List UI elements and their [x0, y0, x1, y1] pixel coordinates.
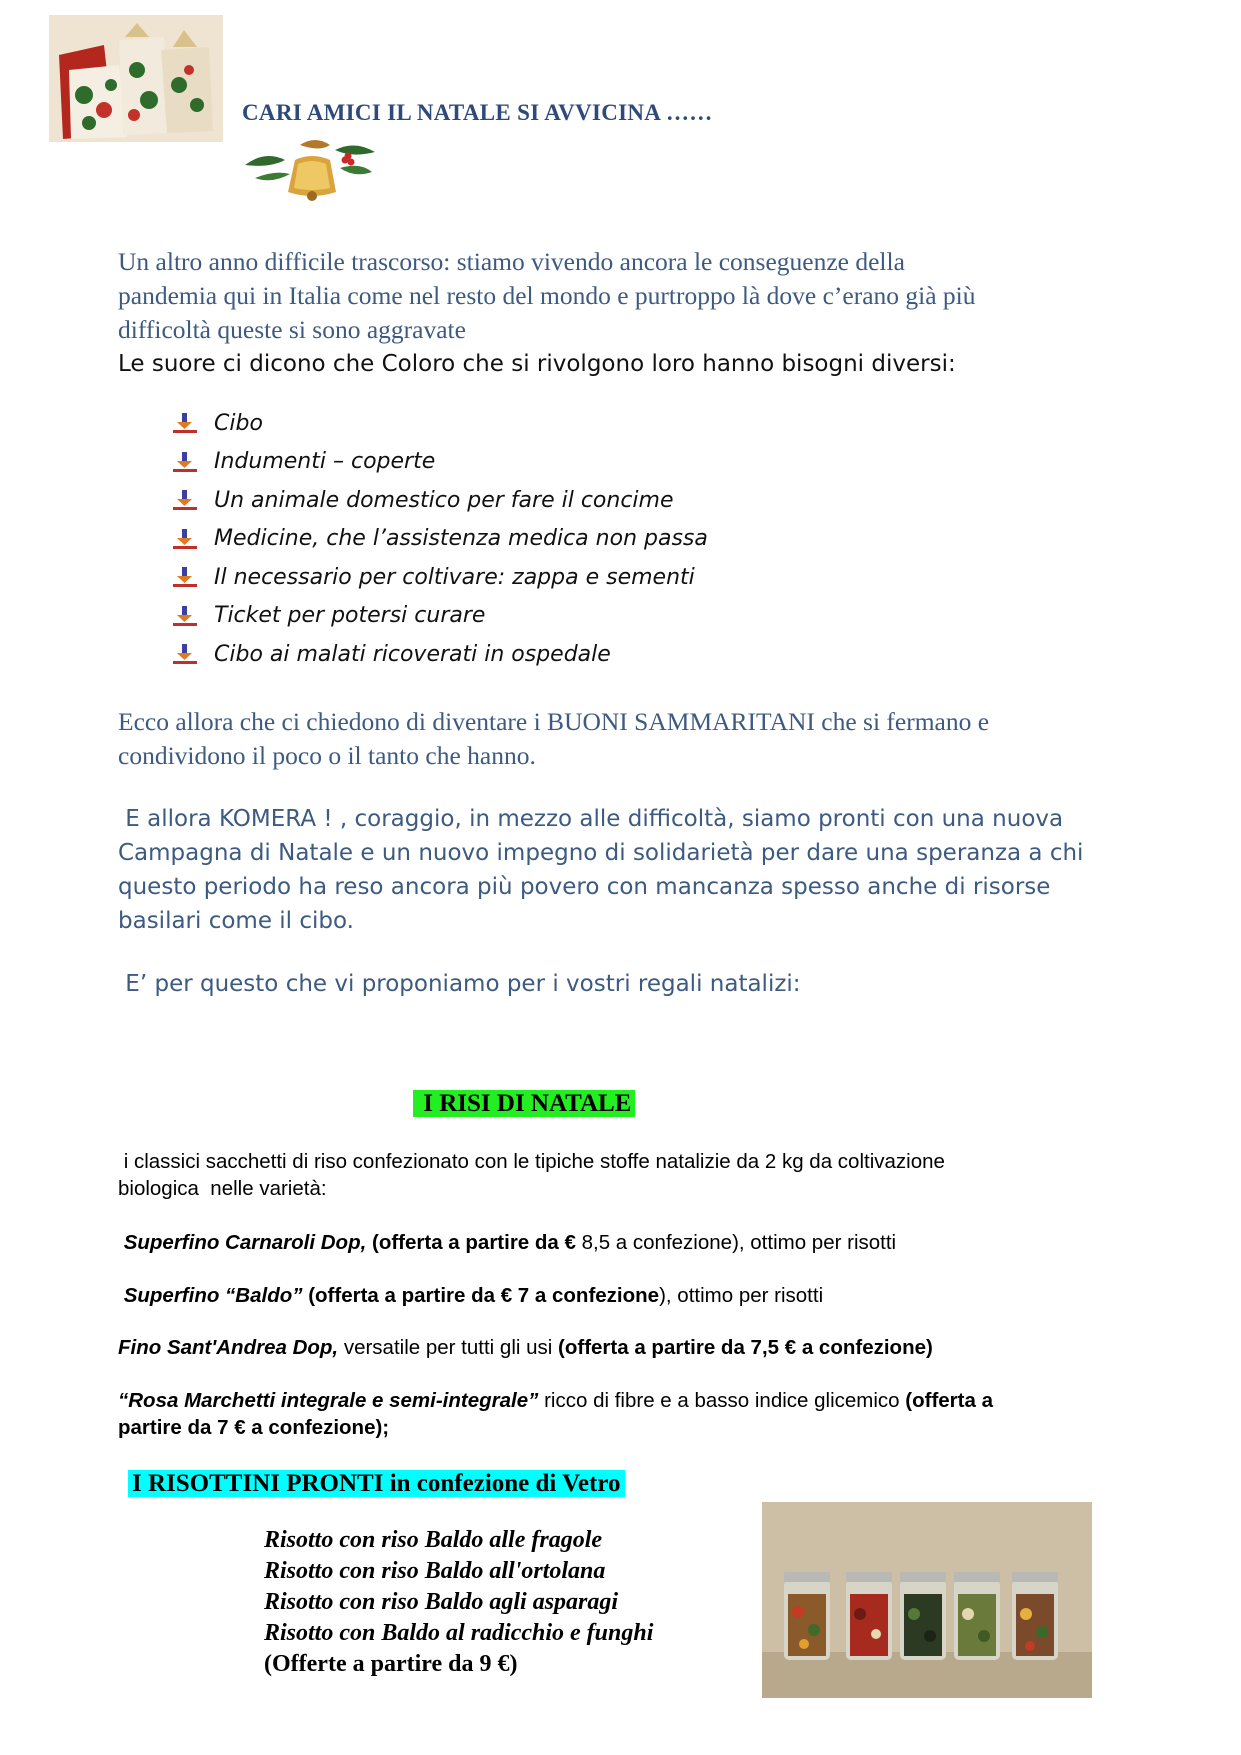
risottini-section-heading	[128, 1470, 625, 1498]
samaritans-paragraph	[118, 705, 1158, 773]
samaritans-line: Ecco allora che ci chiedono di diventare i BUONI SAMMARITANI che si fermano e	[118, 707, 990, 736]
christmas-bell-icon	[240, 130, 380, 210]
rice-offer: (offerta a partire da € 7 a confezione	[302, 1284, 660, 1307]
proposal-line: E’ per questo che vi proponiamo per i vostri regali natalizi:	[118, 971, 801, 997]
arrow-bullet-icon	[172, 489, 198, 511]
arrow-bullet-icon	[172, 566, 198, 588]
risotto-offer: (Offerte a partire da 9 €)	[264, 1651, 518, 1677]
needs-list-item	[172, 520, 708, 559]
intro-line: Un altro anno difficile trascorso: stiamo vivendo ancora le conseguenze della	[118, 247, 905, 276]
risotto-item: Risotto con riso Baldo alle fragole	[264, 1527, 603, 1553]
needs-item-label: Il necessario per coltivare: zappa e sementi	[214, 564, 695, 590]
rice-item-detail: 8,5 a confezione), ottimo per risotti	[575, 1231, 897, 1254]
rice-item-rosa-marchetti	[118, 1387, 993, 1441]
risotto-item: Risotto con Baldo al radicchio e funghi	[264, 1620, 654, 1646]
intro-line: difficoltà queste si sono aggravate	[118, 315, 466, 344]
needs-list-item	[172, 404, 708, 443]
arrow-bullet-icon	[172, 643, 198, 665]
risottini-section-title: I RISOTTINI PRONTI in confezione di Vetro	[128, 1470, 625, 1497]
komera-line: questo periodo ha reso ancora più povero con mancanza spesso anche di risorse	[118, 874, 1051, 900]
rice-item-detail: ), ottimo per risotti	[659, 1284, 824, 1307]
risotto-item: Risotto con riso Baldo all'ortolana	[264, 1558, 606, 1584]
needs-list-item	[172, 443, 708, 482]
arrow-bullet-icon	[172, 451, 198, 473]
rice-item-baldo	[118, 1282, 823, 1309]
needs-item-label: Cibo ai malati ricoverati in ospedale	[214, 641, 611, 667]
needs-list-item	[172, 481, 708, 520]
komera-line: E allora KOMERA ! , coraggio, in mezzo alle difficoltà, siamo pronti con una nuova	[118, 806, 1064, 832]
komera-paragraph	[118, 802, 1168, 938]
gift-bags-image	[49, 15, 223, 142]
rice-section-title: I RISI DI NATALE	[413, 1090, 635, 1117]
rice-desc-line: biologica nelle varietà:	[118, 1177, 327, 1200]
needs-list-item	[172, 635, 708, 674]
rice-item-santandrea	[118, 1334, 933, 1361]
needs-item-label: Cibo	[214, 410, 263, 436]
rice-description	[118, 1148, 945, 1202]
arrow-bullet-icon	[172, 605, 198, 627]
risotto-item: Risotto con riso Baldo agli asparagi	[264, 1589, 619, 1615]
needs-item-label: Indumenti – coperte	[214, 449, 436, 475]
komera-line: Campagna di Natale e un nuovo impegno di solidarietà per dare una speranza a chi	[118, 840, 1084, 866]
rice-variety-name: Superfino “Baldo”	[118, 1284, 303, 1307]
arrow-bullet-icon	[172, 412, 198, 434]
rice-item-detail: ricco di fibre e a basso indice glicemico	[538, 1389, 906, 1412]
needs-item-label: Medicine, che l’assistenza medica non passa	[214, 526, 708, 552]
needs-list	[172, 404, 708, 674]
rice-offer: partire da 7 € a confezione);	[118, 1416, 390, 1439]
rice-item-detail: versatile per tutti gli usi	[338, 1336, 559, 1359]
needs-list-item	[172, 597, 708, 636]
intro-paragraph	[118, 245, 1158, 347]
intro-line: pandemia qui in Italia come nel resto del mondo e purtroppo là dove c’erano già più	[118, 281, 976, 310]
rice-offer: (offerta a partire da 7,5 € a confezione)	[558, 1336, 933, 1359]
rice-variety-name: Superfino Carnaroli Dop,	[118, 1231, 367, 1254]
needs-list-item	[172, 558, 708, 597]
komera-line: basilari come il cibo.	[118, 908, 354, 934]
needs-item-label: Ticket per potersi curare	[214, 603, 486, 629]
arrow-bullet-icon	[172, 528, 198, 550]
nuns-say-line: Le suore ci dicono che Coloro che si rivolgono loro hanno bisogni diversi:	[118, 351, 956, 377]
risotto-jars-image	[762, 1502, 1092, 1698]
rice-offer: (offerta a	[905, 1389, 993, 1412]
risottini-list	[264, 1525, 653, 1680]
samaritans-line: condividono il poco o il tanto che hanno.	[118, 741, 536, 770]
rice-item-carnaroli	[118, 1229, 896, 1256]
rice-offer: (offerta a partire da €	[366, 1231, 576, 1254]
rice-desc-line: i classici sacchetti di riso confezionato con le tipiche stoffe natalizie da 2 kg da coltivazione	[118, 1150, 945, 1173]
page-title: CARI AMICI IL NATALE SI AVVICINA ……	[242, 100, 713, 125]
rice-variety-name: Fino Sant'Andrea Dop,	[118, 1336, 339, 1359]
rice-variety-name: “Rosa Marchetti integrale e semi-integrale”	[118, 1389, 539, 1412]
needs-item-label: Un animale domestico per fare il concime	[214, 487, 674, 513]
rice-section-heading	[413, 1090, 635, 1118]
